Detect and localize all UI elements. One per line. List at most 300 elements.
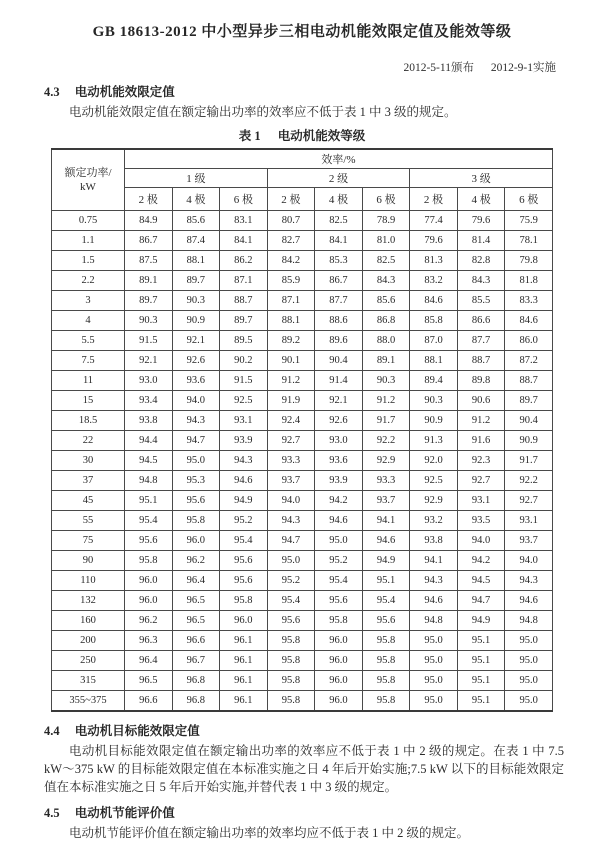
efficiency-cell: 84.6 [505, 311, 553, 331]
efficiency-cell: 93.1 [220, 411, 268, 431]
efficiency-cell: 92.9 [410, 491, 458, 511]
efficiency-cell: 94.3 [505, 571, 553, 591]
efficiency-cell: 75.9 [505, 211, 553, 231]
efficiency-cell: 84.2 [267, 251, 315, 271]
efficiency-cell: 89.7 [172, 271, 220, 291]
efficiency-cell: 87.0 [410, 331, 458, 351]
efficiency-cell: 90.3 [172, 291, 220, 311]
efficiency-cell: 96.0 [315, 691, 363, 712]
efficiency-cell: 92.7 [505, 491, 553, 511]
table-row [52, 551, 553, 571]
efficiency-cell: 87.7 [457, 331, 505, 351]
table-row [52, 391, 553, 411]
efficiency-cell: 88.7 [505, 371, 553, 391]
efficiency-cell: 92.5 [220, 391, 268, 411]
efficiency-cell: 95.4 [362, 591, 410, 611]
publish-dates [40, 59, 556, 75]
efficiency-cell: 90.1 [267, 351, 315, 371]
efficiency-table [51, 148, 553, 712]
efficiency-cell: 94.7 [267, 531, 315, 551]
table-row [52, 471, 553, 491]
efficiency-cell: 95.0 [410, 651, 458, 671]
efficiency-cell: 88.0 [362, 331, 410, 351]
table-row [52, 611, 553, 631]
section-title: 电动机目标能效限定值 [74, 724, 200, 738]
efficiency-cell: 96.8 [172, 691, 220, 712]
section-4-3-heading [44, 82, 564, 100]
efficiency-cell: 94.2 [457, 551, 505, 571]
table-row [52, 251, 553, 271]
efficiency-cell: 93.0 [125, 371, 173, 391]
efficiency-cell: 87.1 [267, 291, 315, 311]
efficiency-cell: 82.7 [267, 231, 315, 251]
power-header-unit: kW [80, 181, 96, 193]
efficiency-cell: 84.6 [410, 291, 458, 311]
efficiency-cell: 84.9 [125, 211, 173, 231]
power-cell: 0.75 [52, 211, 125, 231]
efficiency-cell: 95.1 [457, 651, 505, 671]
efficiency-cell: 94.8 [505, 611, 553, 631]
efficiency-cell: 88.7 [457, 351, 505, 371]
efficiency-cell: 79.8 [505, 251, 553, 271]
page-title: GB 18613-2012 中小型异步三相电动机能效限定值及能效等级 [92, 24, 512, 40]
efficiency-cell: 89.4 [410, 371, 458, 391]
table-row [52, 311, 553, 331]
power-cell: 11 [52, 371, 125, 391]
table-row [52, 491, 553, 511]
efficiency-cell: 95.0 [410, 671, 458, 691]
efficiency-cell: 95.6 [220, 551, 268, 571]
pole-header: 6 极 [505, 188, 553, 211]
efficiency-cell: 93.3 [267, 451, 315, 471]
efficiency-cell: 93.4 [125, 391, 173, 411]
efficiency-cell: 85.9 [267, 271, 315, 291]
power-header [52, 149, 125, 211]
efficiency-cell: 85.6 [362, 291, 410, 311]
efficiency-cell: 91.7 [505, 451, 553, 471]
efficiency-cell: 86.7 [315, 271, 363, 291]
table-row [52, 351, 553, 371]
efficiency-cell: 94.6 [220, 471, 268, 491]
efficiency-cell: 94.7 [172, 431, 220, 451]
efficiency-cell: 95.0 [505, 651, 553, 671]
efficiency-cell: 89.8 [457, 371, 505, 391]
pole-header: 4 极 [172, 188, 220, 211]
efficiency-cell: 90.3 [125, 311, 173, 331]
efficiency-cell: 94.3 [220, 451, 268, 471]
efficiency-cell: 94.6 [315, 511, 363, 531]
efficiency-cell: 92.7 [267, 431, 315, 451]
efficiency-cell: 93.2 [410, 511, 458, 531]
efficiency-cell: 96.0 [172, 531, 220, 551]
efficiency-cell: 94.1 [410, 551, 458, 571]
efficiency-cell: 89.7 [505, 391, 553, 411]
efficiency-cell: 96.0 [220, 611, 268, 631]
efficiency-cell: 81.3 [410, 251, 458, 271]
efficiency-cell: 94.3 [410, 571, 458, 591]
efficiency-cell: 81.8 [505, 271, 553, 291]
efficiency-cell: 88.7 [220, 291, 268, 311]
efficiency-cell: 84.1 [220, 231, 268, 251]
efficiency-cell: 95.6 [267, 611, 315, 631]
table-row [52, 291, 553, 311]
efficiency-cell: 84.1 [315, 231, 363, 251]
efficiency-cell: 92.1 [172, 331, 220, 351]
efficiency-cell: 96.6 [172, 631, 220, 651]
section-number: 4.3 [44, 85, 60, 99]
efficiency-cell: 96.0 [315, 651, 363, 671]
efficiency-cell: 95.2 [220, 511, 268, 531]
efficiency-cell: 93.6 [315, 451, 363, 471]
table-header-row-poles [52, 188, 553, 211]
efficiency-cell: 94.4 [125, 431, 173, 451]
power-cell: 90 [52, 551, 125, 571]
efficiency-cell: 93.9 [315, 471, 363, 491]
table-caption-title: 电动机能效等级 [277, 129, 366, 143]
power-cell: 55 [52, 511, 125, 531]
efficiency-cell: 93.7 [267, 471, 315, 491]
power-cell: 22 [52, 431, 125, 451]
efficiency-cell: 95.0 [505, 691, 553, 712]
efficiency-cell: 96.1 [220, 631, 268, 651]
efficiency-cell: 95.4 [220, 531, 268, 551]
efficiency-cell: 92.7 [457, 471, 505, 491]
efficiency-cell: 93.9 [220, 431, 268, 451]
efficiency-cell: 95.8 [267, 671, 315, 691]
efficiency-cell: 87.7 [315, 291, 363, 311]
efficiency-cell: 93.7 [505, 531, 553, 551]
efficiency-cell: 87.1 [220, 271, 268, 291]
efficiency-cell: 82.8 [457, 251, 505, 271]
efficiency-cell: 89.1 [125, 271, 173, 291]
efficiency-cell: 95.0 [267, 551, 315, 571]
efficiency-cell: 96.0 [315, 671, 363, 691]
efficiency-cell: 90.9 [505, 431, 553, 451]
efficiency-cell: 95.0 [410, 631, 458, 651]
efficiency-cell: 83.1 [220, 211, 268, 231]
efficiency-cell: 95.8 [125, 551, 173, 571]
efficiency-cell: 89.7 [220, 311, 268, 331]
efficiency-cell: 95.8 [267, 631, 315, 651]
efficiency-cell: 96.4 [125, 651, 173, 671]
section-4-5-heading [44, 803, 564, 821]
efficiency-cell: 96.7 [172, 651, 220, 671]
efficiency-cell: 92.6 [315, 411, 363, 431]
efficiency-cell: 93.8 [125, 411, 173, 431]
table-row [52, 691, 553, 712]
grade-header: 1 级 [125, 169, 268, 188]
efficiency-cell: 95.1 [362, 571, 410, 591]
grade-header: 2 级 [267, 169, 410, 188]
power-cell: 45 [52, 491, 125, 511]
table-row [52, 271, 553, 291]
efficiency-cell: 87.4 [172, 231, 220, 251]
table-header-row-efficiency [52, 149, 553, 169]
efficiency-cell: 96.6 [125, 691, 173, 712]
efficiency-cell: 96.3 [125, 631, 173, 651]
efficiency-cell: 92.4 [267, 411, 315, 431]
pole-header: 4 极 [457, 188, 505, 211]
efficiency-cell: 91.3 [410, 431, 458, 451]
efficiency-cell: 95.1 [457, 671, 505, 691]
power-cell: 3 [52, 291, 125, 311]
efficiency-cell: 79.6 [410, 231, 458, 251]
table-caption-label: 表 1 [238, 129, 261, 143]
efficiency-cell: 87.2 [505, 351, 553, 371]
efficiency-cell: 95.8 [362, 691, 410, 712]
efficiency-cell: 94.2 [315, 491, 363, 511]
efficiency-cell: 94.6 [410, 591, 458, 611]
efficiency-cell: 79.6 [457, 211, 505, 231]
efficiency-cell: 84.3 [457, 271, 505, 291]
efficiency-cell: 94.9 [457, 611, 505, 631]
power-cell: 160 [52, 611, 125, 631]
implemented-date: 2012-9-1实施 [490, 62, 556, 74]
efficiency-cell: 95.4 [125, 511, 173, 531]
efficiency-cell: 92.1 [125, 351, 173, 371]
efficiency-cell: 96.5 [125, 671, 173, 691]
table-row [52, 451, 553, 471]
efficiency-cell: 93.1 [505, 511, 553, 531]
power-cell: 7.5 [52, 351, 125, 371]
pole-header: 2 极 [125, 188, 173, 211]
efficiency-cell: 92.2 [505, 471, 553, 491]
efficiency-cell: 94.9 [220, 491, 268, 511]
efficiency-cell: 96.8 [172, 671, 220, 691]
efficiency-cell: 96.1 [220, 691, 268, 712]
section-title: 电动机节能评价值 [74, 806, 175, 820]
efficiency-cell: 95.0 [505, 631, 553, 651]
power-cell: 132 [52, 591, 125, 611]
efficiency-cell: 95.8 [362, 631, 410, 651]
table-row [52, 431, 553, 451]
efficiency-cell: 95.8 [172, 511, 220, 531]
efficiency-cell: 94.0 [267, 491, 315, 511]
efficiency-cell: 96.0 [125, 591, 173, 611]
efficiency-cell: 89.1 [362, 351, 410, 371]
efficiency-cell: 93.0 [315, 431, 363, 451]
efficiency-cell: 95.4 [315, 571, 363, 591]
promulgated-date: 2012-5-11颁布 [403, 62, 474, 74]
efficiency-cell: 94.3 [172, 411, 220, 431]
efficiency-cell: 92.9 [362, 451, 410, 471]
efficiency-cell: 94.0 [505, 551, 553, 571]
power-cell: 355~375 [52, 691, 125, 712]
power-cell: 1.1 [52, 231, 125, 251]
efficiency-cell: 95.6 [315, 591, 363, 611]
pole-header: 2 极 [410, 188, 458, 211]
efficiency-cell: 88.1 [410, 351, 458, 371]
efficiency-cell: 90.4 [505, 411, 553, 431]
efficiency-cell: 95.8 [267, 691, 315, 712]
power-cell: 75 [52, 531, 125, 551]
efficiency-cell: 95.1 [457, 631, 505, 651]
efficiency-cell: 95.2 [267, 571, 315, 591]
efficiency-cell: 91.5 [125, 331, 173, 351]
efficiency-cell: 90.6 [457, 391, 505, 411]
efficiency-cell: 91.2 [267, 371, 315, 391]
table-row [52, 371, 553, 391]
efficiency-cell: 80.7 [267, 211, 315, 231]
pole-header: 2 极 [267, 188, 315, 211]
efficiency-cell: 95.8 [220, 591, 268, 611]
power-cell: 15 [52, 391, 125, 411]
power-cell: 4 [52, 311, 125, 331]
efficiency-cell: 94.5 [457, 571, 505, 591]
efficiency-cell: 86.6 [457, 311, 505, 331]
section-title: 电动机能效限定值 [74, 85, 175, 99]
efficiency-cell: 94.0 [457, 531, 505, 551]
efficiency-cell: 91.7 [362, 411, 410, 431]
efficiency-cell: 83.3 [505, 291, 553, 311]
efficiency-cell: 83.2 [410, 271, 458, 291]
efficiency-cell: 90.3 [362, 371, 410, 391]
efficiency-cell: 89.2 [267, 331, 315, 351]
efficiency-cell: 86.8 [362, 311, 410, 331]
table-row [52, 531, 553, 551]
efficiency-cell: 94.5 [125, 451, 173, 471]
efficiency-cell: 88.6 [315, 311, 363, 331]
power-cell: 5.5 [52, 331, 125, 351]
pole-header: 6 极 [220, 188, 268, 211]
efficiency-cell: 95.1 [457, 691, 505, 712]
table-row [52, 671, 553, 691]
efficiency-cell: 88.1 [172, 251, 220, 271]
efficiency-cell: 94.9 [362, 551, 410, 571]
power-cell: 30 [52, 451, 125, 471]
efficiency-cell: 94.3 [267, 511, 315, 531]
efficiency-cell: 96.5 [172, 611, 220, 631]
efficiency-cell: 78.1 [505, 231, 553, 251]
efficiency-cell: 95.6 [125, 531, 173, 551]
table-row [52, 231, 553, 251]
efficiency-cell: 85.6 [172, 211, 220, 231]
efficiency-cell: 96.0 [125, 571, 173, 591]
efficiency-cell: 93.7 [362, 491, 410, 511]
table-header-row-grades [52, 169, 553, 188]
efficiency-cell: 82.5 [362, 251, 410, 271]
efficiency-cell: 89.5 [220, 331, 268, 351]
efficiency-cell: 91.2 [457, 411, 505, 431]
efficiency-cell: 94.6 [505, 591, 553, 611]
efficiency-cell: 94.7 [457, 591, 505, 611]
efficiency-cell: 85.3 [315, 251, 363, 271]
power-cell: 18.5 [52, 411, 125, 431]
power-cell: 200 [52, 631, 125, 651]
efficiency-cell: 82.5 [315, 211, 363, 231]
power-cell: 1.5 [52, 251, 125, 271]
efficiency-cell: 93.1 [457, 491, 505, 511]
efficiency-cell: 77.4 [410, 211, 458, 231]
table-row [52, 331, 553, 351]
table-row [52, 511, 553, 531]
section-number: 4.5 [44, 806, 60, 820]
efficiency-cell: 91.9 [267, 391, 315, 411]
section-number: 4.4 [44, 724, 60, 738]
efficiency-cell: 92.2 [362, 431, 410, 451]
efficiency-cell: 84.3 [362, 271, 410, 291]
table-row [52, 591, 553, 611]
efficiency-cell: 92.1 [315, 391, 363, 411]
efficiency-cell: 96.2 [125, 611, 173, 631]
efficiency-cell: 93.3 [362, 471, 410, 491]
efficiency-cell: 94.0 [172, 391, 220, 411]
efficiency-cell: 93.6 [172, 371, 220, 391]
efficiency-cell: 96.0 [315, 631, 363, 651]
efficiency-cell: 96.1 [220, 671, 268, 691]
efficiency-cell: 96.4 [172, 571, 220, 591]
efficiency-cell: 95.8 [362, 651, 410, 671]
efficiency-cell: 85.8 [410, 311, 458, 331]
efficiency-cell: 90.9 [172, 311, 220, 331]
efficiency-cell: 95.8 [315, 611, 363, 631]
efficiency-cell: 96.2 [172, 551, 220, 571]
power-header-label: 额定功率/ [64, 167, 112, 179]
table-row [52, 571, 553, 591]
efficiency-cell: 92.5 [410, 471, 458, 491]
efficiency-cell: 87.5 [125, 251, 173, 271]
efficiency-cell: 81.4 [457, 231, 505, 251]
efficiency-cell: 90.4 [315, 351, 363, 371]
efficiency-cell: 86.7 [125, 231, 173, 251]
table-row [52, 211, 553, 231]
pole-header: 6 极 [362, 188, 410, 211]
efficiency-cell: 90.3 [410, 391, 458, 411]
efficiency-cell: 93.5 [457, 511, 505, 531]
efficiency-cell: 92.3 [457, 451, 505, 471]
efficiency-cell: 91.6 [457, 431, 505, 451]
efficiency-cell: 94.6 [362, 531, 410, 551]
section-4-4-body: 电动机目标能效限定值在额定输出功率的效率应不低于表 1 中 2 级的规定。在表 1 中 7.5 kW～375 kW 的目标能效限定值在本标准实施之日 4 年后开始实施;7.5 kW 以下的目标能效限定值在本标准实施之日 5 年后开始实施,并替代表 1 中 3 级的规定。 [44, 744, 564, 794]
section-4-4-heading [44, 721, 564, 739]
efficiency-cell: 95.0 [505, 671, 553, 691]
efficiency-cell: 90.2 [220, 351, 268, 371]
efficiency-cell: 92.0 [410, 451, 458, 471]
table-row [52, 651, 553, 671]
efficiency-cell: 96.5 [172, 591, 220, 611]
power-cell: 37 [52, 471, 125, 491]
table-row [52, 411, 553, 431]
efficiency-cell: 95.1 [125, 491, 173, 511]
section-4-3-body: 电动机能效限定值在额定输出功率的效率应不低于表 1 中 3 级的规定。 [69, 105, 457, 119]
efficiency-cell: 95.8 [267, 651, 315, 671]
efficiency-cell: 89.6 [315, 331, 363, 351]
table-row [52, 631, 553, 651]
efficiency-cell: 86.2 [220, 251, 268, 271]
power-cell: 315 [52, 671, 125, 691]
efficiency-cell: 85.5 [457, 291, 505, 311]
efficiency-cell: 95.0 [410, 691, 458, 712]
efficiency-cell: 94.8 [410, 611, 458, 631]
efficiency-cell: 95.3 [172, 471, 220, 491]
efficiency-cell: 89.7 [125, 291, 173, 311]
efficiency-cell: 78.9 [362, 211, 410, 231]
efficiency-cell: 94.1 [362, 511, 410, 531]
section-4-5-body: 电动机节能评价值在额定输出功率的效率均应不低于表 1 中 2 级的规定。 [69, 826, 470, 840]
power-cell: 110 [52, 571, 125, 591]
efficiency-cell: 95.6 [172, 491, 220, 511]
efficiency-cell: 92.6 [172, 351, 220, 371]
efficiency-cell: 91.4 [315, 371, 363, 391]
efficiency-cell: 96.1 [220, 651, 268, 671]
grade-header: 3 级 [410, 169, 553, 188]
efficiency-cell: 91.2 [362, 391, 410, 411]
efficiency-cell: 95.6 [220, 571, 268, 591]
efficiency-cell: 95.4 [267, 591, 315, 611]
efficiency-cell: 90.9 [410, 411, 458, 431]
efficiency-cell: 95.8 [362, 671, 410, 691]
efficiency-cell: 95.0 [315, 531, 363, 551]
